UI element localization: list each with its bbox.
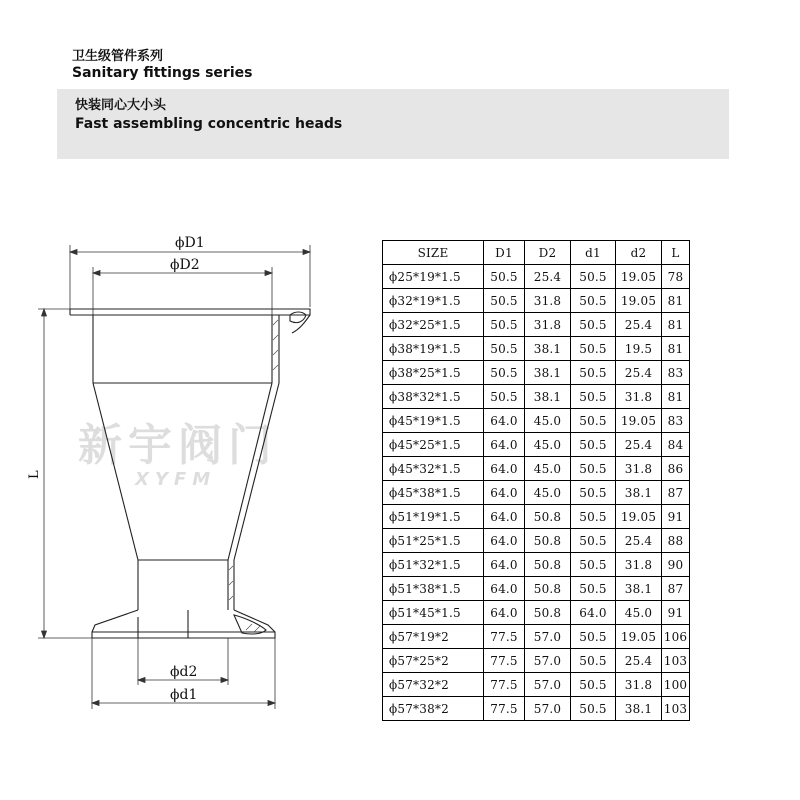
table-cell: 83: [662, 409, 690, 433]
table-cell: 64.0: [484, 553, 525, 577]
table-cell: 64.0: [484, 601, 525, 625]
table-row: [383, 673, 690, 697]
table-cell: 77.5: [484, 649, 525, 673]
table-cell: ϕ38*25*1.5: [383, 361, 484, 385]
table-cell: ϕ57*32*2: [383, 673, 484, 697]
table-cell: 91: [662, 505, 690, 529]
table-cell: 90: [662, 553, 690, 577]
table-cell: ϕ32*25*1.5: [383, 313, 484, 337]
table-row: [383, 625, 690, 649]
table-row: [383, 601, 690, 625]
table-cell: 64.0: [484, 457, 525, 481]
table-cell: 38.1: [616, 577, 662, 601]
spec-table: [382, 240, 690, 721]
table-cell: 50.5: [571, 457, 616, 481]
table-cell: 57.0: [525, 673, 571, 697]
table-row: [383, 409, 690, 433]
label-d2: ϕd2: [170, 664, 198, 680]
technical-drawing: [20, 225, 350, 715]
table-cell: 50.8: [525, 601, 571, 625]
series-title-en: Sanitary fittings series: [72, 65, 253, 81]
table-cell: 84: [662, 433, 690, 457]
table-cell: 64.0: [484, 529, 525, 553]
table-cell: 50.5: [571, 385, 616, 409]
table-cell: 87: [662, 481, 690, 505]
table-row: [383, 529, 690, 553]
table-cell: 38.1: [616, 481, 662, 505]
col-d1: d1: [571, 241, 616, 265]
table-row: [383, 265, 690, 289]
table-cell: ϕ45*32*1.5: [383, 457, 484, 481]
table-cell: 38.1: [616, 697, 662, 721]
table-cell: ϕ51*32*1.5: [383, 553, 484, 577]
label-D2: ϕD2: [170, 257, 200, 273]
dimension-L: [38, 309, 95, 638]
label-L: L: [27, 470, 42, 479]
table-cell: 103: [662, 649, 690, 673]
table-cell: 50.5: [571, 625, 616, 649]
table-cell: 19.05: [616, 505, 662, 529]
product-banner: [57, 89, 729, 159]
table-cell: 50.5: [484, 313, 525, 337]
table-cell: 83: [662, 361, 690, 385]
table-row: [383, 337, 690, 361]
table-cell: 50.5: [484, 265, 525, 289]
table-cell: 50.5: [571, 361, 616, 385]
dimension-D1: [70, 245, 310, 310]
table-cell: 50.5: [484, 385, 525, 409]
table-cell: 45.0: [525, 481, 571, 505]
table-cell: ϕ38*32*1.5: [383, 385, 484, 409]
table-cell: 50.5: [571, 529, 616, 553]
table-row: [383, 457, 690, 481]
table-row: [383, 289, 690, 313]
series-title-zh: 卫生级管件系列: [72, 49, 164, 64]
table-cell: 25.4: [616, 529, 662, 553]
table-cell: 31.8: [616, 385, 662, 409]
table-cell: 77.5: [484, 673, 525, 697]
table-cell: 50.5: [571, 481, 616, 505]
table-cell: 25.4: [616, 433, 662, 457]
table-cell: 45.0: [525, 457, 571, 481]
table-cell: 50.5: [571, 649, 616, 673]
table-cell: 64.0: [484, 505, 525, 529]
table-cell: 31.8: [616, 673, 662, 697]
table-row: [383, 577, 690, 601]
table-cell: 103: [662, 697, 690, 721]
table-cell: 50.5: [484, 289, 525, 313]
table-cell: ϕ32*19*1.5: [383, 289, 484, 313]
table-row: [383, 481, 690, 505]
product-name-zh: 快装同心大小头: [75, 98, 167, 113]
table-cell: 19.05: [616, 265, 662, 289]
table-cell: 25.4: [616, 361, 662, 385]
watermark-en: XYFM: [135, 469, 217, 490]
table-cell: 50.5: [571, 697, 616, 721]
table-cell: ϕ51*45*1.5: [383, 601, 484, 625]
table-cell: 50.5: [571, 313, 616, 337]
table-cell: 50.8: [525, 577, 571, 601]
table-cell: 19.05: [616, 409, 662, 433]
product-name-en: Fast assembling concentric heads: [75, 116, 343, 132]
table-row: [383, 697, 690, 721]
table-cell: 77.5: [484, 625, 525, 649]
table-cell: 38.1: [525, 385, 571, 409]
col-L: L: [662, 241, 690, 265]
table-cell: 86: [662, 457, 690, 481]
table-cell: 31.8: [616, 553, 662, 577]
table-cell: ϕ51*38*1.5: [383, 577, 484, 601]
table-cell: 38.1: [525, 337, 571, 361]
table-cell: 81: [662, 385, 690, 409]
table-row: [383, 553, 690, 577]
col-D1: D1: [484, 241, 525, 265]
table-cell: ϕ51*19*1.5: [383, 505, 484, 529]
table-cell: 81: [662, 313, 690, 337]
table-cell: 100: [662, 673, 690, 697]
table-cell: 45.0: [616, 601, 662, 625]
table-cell: 19.5: [616, 337, 662, 361]
label-D1: ϕD1: [175, 235, 205, 251]
table-row: [383, 505, 690, 529]
table-cell: ϕ25*19*1.5: [383, 265, 484, 289]
table-cell: 45.0: [525, 409, 571, 433]
col-D2: D2: [525, 241, 571, 265]
table-cell: 87: [662, 577, 690, 601]
table-cell: 106: [662, 625, 690, 649]
table-cell: 25.4: [525, 265, 571, 289]
table-row: [383, 433, 690, 457]
watermark-zh: 新宇阀门: [78, 420, 278, 471]
table-cell: ϕ45*25*1.5: [383, 433, 484, 457]
table-cell: 50.8: [525, 529, 571, 553]
table-cell: ϕ57*25*2: [383, 649, 484, 673]
table-cell: 45.0: [525, 433, 571, 457]
table-row: [383, 649, 690, 673]
table-cell: 50.5: [571, 265, 616, 289]
table-cell: 64.0: [484, 433, 525, 457]
table-cell: 64.0: [484, 409, 525, 433]
dimension-D2: [93, 267, 272, 325]
table-cell: 50.5: [571, 337, 616, 361]
table-cell: ϕ38*19*1.5: [383, 337, 484, 361]
table-cell: 50.8: [525, 505, 571, 529]
table-cell: ϕ57*38*2: [383, 697, 484, 721]
table-header-row: [383, 241, 690, 265]
table-row: [383, 361, 690, 385]
series-title: [72, 48, 252, 82]
table-cell: 50.5: [484, 361, 525, 385]
table-cell: 57.0: [525, 649, 571, 673]
col-d2: d2: [616, 241, 662, 265]
table-cell: 78: [662, 265, 690, 289]
table-cell: 19.05: [616, 625, 662, 649]
table-cell: 25.4: [616, 649, 662, 673]
table-cell: 50.5: [571, 553, 616, 577]
table-cell: ϕ57*19*2: [383, 625, 484, 649]
table-cell: 57.0: [525, 697, 571, 721]
table-cell: 38.1: [525, 361, 571, 385]
table-cell: 31.8: [525, 313, 571, 337]
table-cell: 81: [662, 289, 690, 313]
table-row: [383, 313, 690, 337]
table-cell: 50.5: [484, 337, 525, 361]
table-cell: 50.5: [571, 289, 616, 313]
table-cell: 50.5: [571, 433, 616, 457]
table-cell: 77.5: [484, 697, 525, 721]
table-cell: 31.8: [616, 457, 662, 481]
table-cell: 31.8: [525, 289, 571, 313]
table-cell: 50.5: [571, 577, 616, 601]
table-cell: 50.8: [525, 553, 571, 577]
section-hatch: [229, 320, 278, 632]
table-cell: 57.0: [525, 625, 571, 649]
table-cell: 64.0: [571, 601, 616, 625]
table-cell: 50.5: [571, 409, 616, 433]
table-cell: 50.5: [571, 505, 616, 529]
label-d1: ϕd1: [170, 687, 198, 703]
table-cell: ϕ51*25*1.5: [383, 529, 484, 553]
table-cell: 81: [662, 337, 690, 361]
table-cell: 64.0: [484, 577, 525, 601]
table-cell: 64.0: [484, 481, 525, 505]
table-cell: 50.5: [571, 673, 616, 697]
table-cell: 91: [662, 601, 690, 625]
table-cell: 19.05: [616, 289, 662, 313]
table-cell: ϕ45*38*1.5: [383, 481, 484, 505]
table-cell: 25.4: [616, 313, 662, 337]
table-cell: ϕ45*19*1.5: [383, 409, 484, 433]
col-size: SIZE: [383, 241, 484, 265]
table-row: [383, 385, 690, 409]
table-cell: 88: [662, 529, 690, 553]
